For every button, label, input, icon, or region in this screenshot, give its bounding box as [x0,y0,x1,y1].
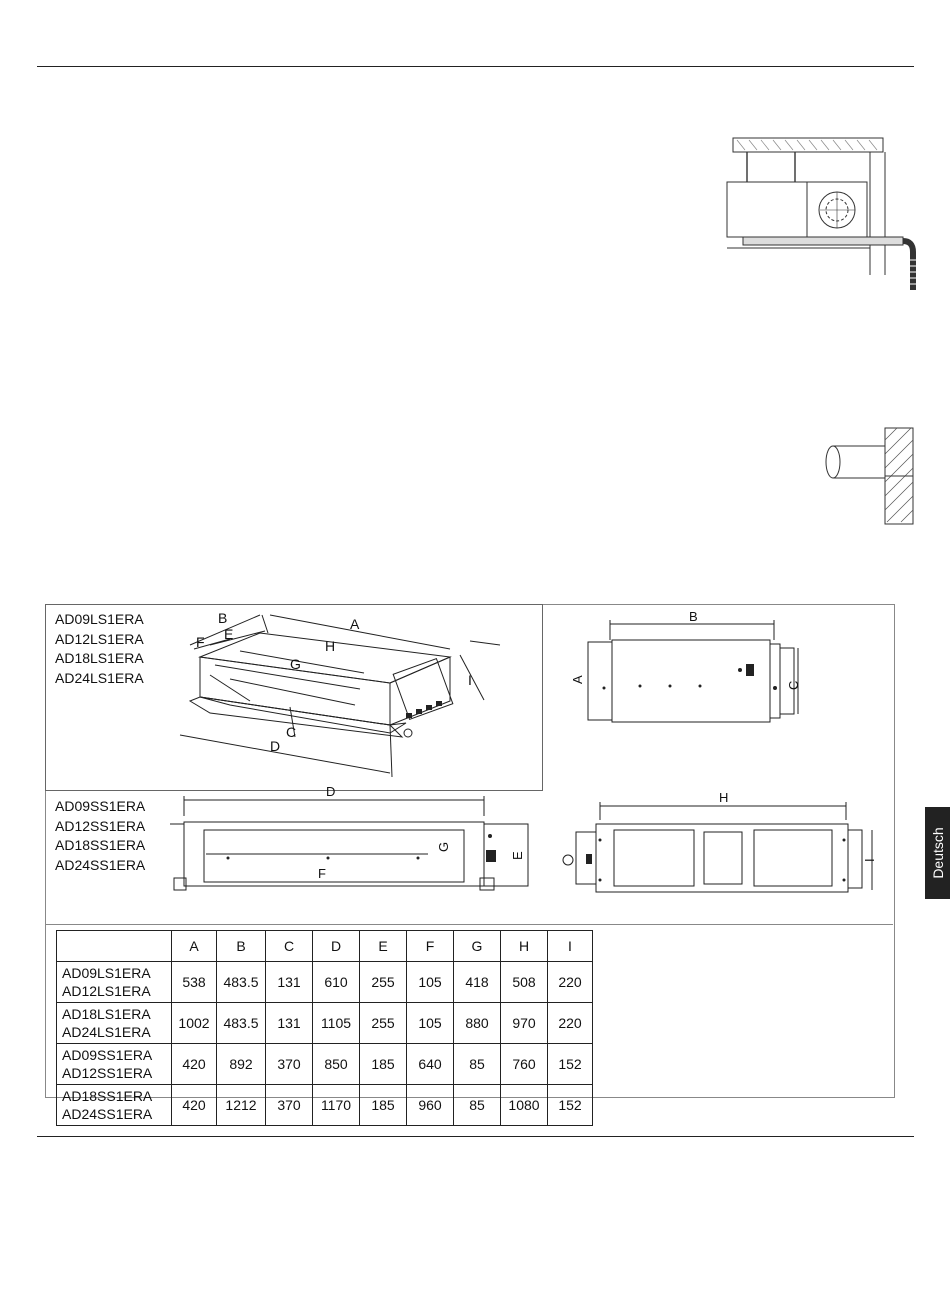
ls-model-list [55,610,144,688]
language-tab[interactable] [925,807,950,899]
language-tab-label: Deutsch [929,827,946,879]
header-rule [37,66,914,67]
model-label: AD24LS1ERA [55,669,144,686]
value-cell: 185 [360,1044,407,1085]
iso-label-h: H [325,638,336,654]
front-label-g: G [436,841,451,852]
footer-rule [37,1136,914,1137]
model-label: AD12SS1ERA [55,817,146,834]
value-cell: 1170 [313,1085,360,1126]
model-label: AD12LS1ERA [55,630,144,647]
value-cell: 1105 [313,1003,360,1044]
model-name: AD12LS1ERA [62,983,151,999]
value-cell: 185 [360,1085,407,1126]
value-cell: 105 [407,1003,454,1044]
table-row [57,1044,593,1085]
table-separator [45,924,893,925]
model-name: AD18LS1ERA [62,1006,151,1022]
value-cell: 418 [454,962,501,1003]
model-label: AD24SS1ERA [55,856,146,873]
value-cell: 483.5 [217,962,266,1003]
side-label-b: B [689,609,698,624]
ss-front-view-drawing [168,786,532,892]
iso-label-e: E [224,626,234,642]
table-header-cell: E [360,931,407,962]
value-cell: 760 [501,1044,548,1085]
value-cell: 85 [454,1085,501,1126]
table-row [57,1003,593,1044]
ceiling-installation-illustration [725,130,925,295]
front-label-d: D [326,786,336,799]
table-header-row [57,931,593,962]
value-cell: 1212 [217,1085,266,1126]
value-cell: 152 [548,1085,593,1126]
model-label: AD18LS1ERA [55,650,144,666]
table-header-cell: F [407,931,454,962]
model-name: AD09SS1ERA [62,1047,153,1063]
model-cell [57,1044,172,1085]
ss-top-view-drawing [556,790,886,896]
value-cell: 538 [172,962,217,1003]
table-header-cell: A [172,931,217,962]
value-cell: 220 [548,1003,593,1044]
iso-label-i: I [468,672,472,688]
model-label: AD09SS1ERA [55,798,146,814]
table-header-cell: C [266,931,313,962]
value-cell: 85 [454,1044,501,1085]
iso-label-a: A [350,616,360,632]
value-cell: 508 [501,962,548,1003]
value-cell: 255 [360,962,407,1003]
side-label-c: C [786,680,801,690]
iso-label-b: B [218,610,228,626]
value-cell: 850 [313,1044,360,1085]
table-row [57,962,593,1003]
model-name: AD18SS1ERA [62,1088,153,1104]
value-cell: 1080 [501,1085,548,1126]
table-header-cell: D [313,931,360,962]
iso-label-f: F [196,634,205,650]
model-cell [57,1003,172,1044]
table-row [57,1085,593,1126]
value-cell: 640 [407,1044,454,1085]
iso-label-d: D [270,738,281,754]
value-cell: 255 [360,1003,407,1044]
table-header-cell [57,931,172,962]
top-label-i: I [862,858,877,862]
model-name: AD24SS1ERA [62,1106,153,1122]
value-cell: 370 [266,1044,313,1085]
ls-side-view-drawing [570,608,810,728]
table-header-cell: G [454,931,501,962]
value-cell: 220 [548,962,593,1003]
table-header-cell: I [548,931,593,962]
iso-label-g: G [290,656,301,672]
value-cell: 131 [266,1003,313,1044]
value-cell: 370 [266,1085,313,1126]
model-label: AD18SS1ERA [55,837,146,853]
value-cell: 483.5 [217,1003,266,1044]
table-header-cell: B [217,931,266,962]
wall-pipe-illustration [815,420,915,530]
value-cell: 892 [217,1044,266,1085]
model-name: AD09LS1ERA [62,965,151,981]
value-cell: 610 [313,962,360,1003]
model-name: AD12SS1ERA [62,1065,153,1081]
model-label: AD09LS1ERA [55,611,144,627]
value-cell: 970 [501,1003,548,1044]
value-cell: 960 [407,1085,454,1126]
model-name: AD24LS1ERA [62,1024,151,1040]
value-cell: 880 [454,1003,501,1044]
dimensions-table [56,930,593,1126]
top-label-h: H [719,790,729,805]
value-cell: 420 [172,1085,217,1126]
side-label-a: A [570,675,585,684]
front-label-f: F [318,866,326,881]
model-cell [57,1085,172,1126]
front-label-e: E [510,851,525,860]
value-cell: 105 [407,962,454,1003]
value-cell: 152 [548,1044,593,1085]
iso-label-c: C [286,724,297,740]
ls-isometric-drawing [170,605,510,785]
value-cell: 420 [172,1044,217,1085]
table-header-cell: H [501,931,548,962]
model-cell [57,962,172,1003]
value-cell: 1002 [172,1003,217,1044]
value-cell: 131 [266,962,313,1003]
ss-model-list [55,797,145,875]
